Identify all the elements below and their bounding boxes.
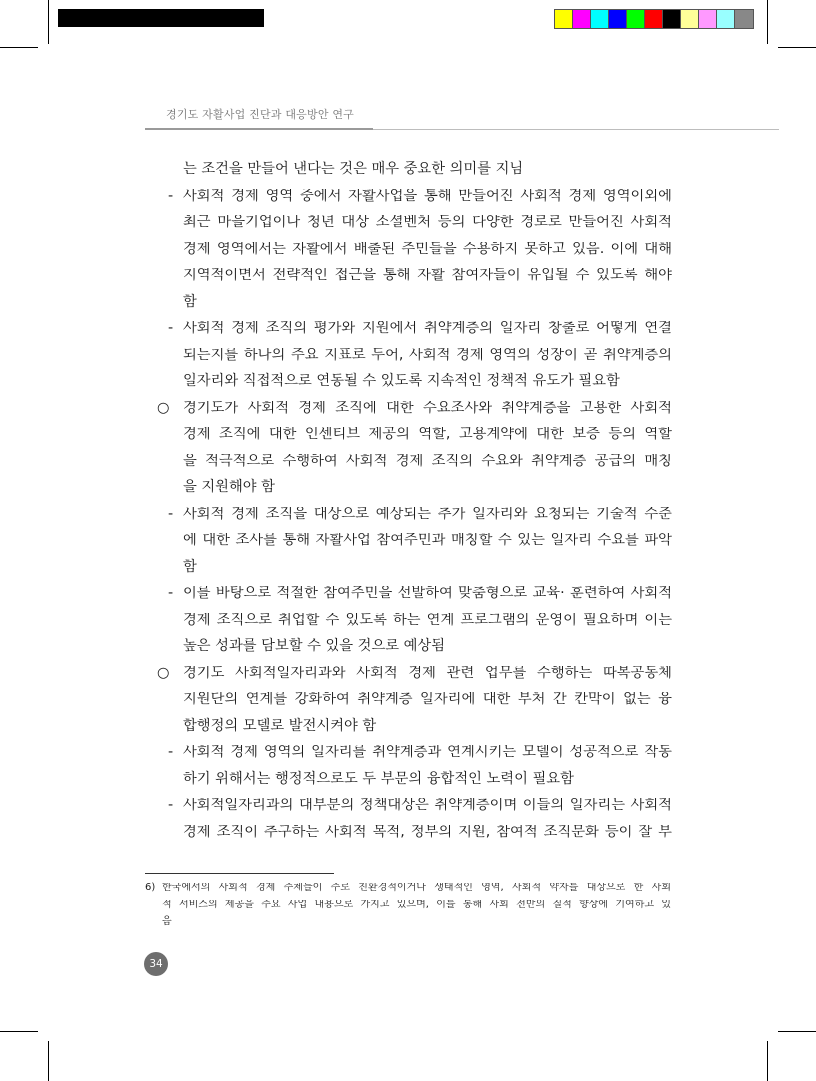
page-number-badge: 34 [144, 952, 168, 976]
crop-mark-bottom-left-horizontal [0, 1031, 38, 1032]
body-line: 되는지를 하나의 주요 지표로 두어, 사회적 경제 영역의 성장이 곧 취약계층의 [183, 347, 672, 363]
body-line: 을 지원해야 함 [183, 479, 275, 495]
bullet-dash-marker: - [168, 320, 174, 336]
body-line: 경제 조직이 추구하는 사회적 목적, 정부의 지원, 참여적 조직문화 등이 잘 부 [183, 824, 672, 840]
bullet-circle-marker: ○ [157, 664, 170, 681]
body-line: 일자리와 직접적으로 연동될 수 있도록 지속적인 정책적 유도가 필요함 [183, 373, 620, 389]
color-swatch [609, 10, 627, 28]
body-line: 경기도가 사회적 경제 조직에 대한 수요조사와 취약계층을 고용한 사회적 [183, 400, 672, 416]
footnote-line: 음 [162, 916, 172, 927]
body-line: 함 [183, 558, 197, 575]
body-line: 함 [183, 293, 197, 310]
footnote-line: 한국에서의 사회적 경제 주체들이 주로 친환경적이거나 생태적인 영역, 사회적 약자를 대상으로 한 사회 [162, 883, 671, 893]
body-line: 경제 영역에서는 자활에서 배출된 주민들을 수용하지 못하고 있음. 이에 대해 [183, 241, 672, 257]
color-swatch [627, 10, 645, 28]
body-line: 경제 조직에 대한 인센티브 제공의 역할, 고용계약에 대한 보증 등의 역할 [183, 427, 672, 442]
body-line: 이를 바탕으로 적절한 참여주민을 선발하여 맞춤형으로 교육· 훈련하여 사회적 [183, 586, 672, 601]
crop-mark-top-left-horizontal [0, 47, 38, 48]
bullet-circle-marker: ○ [157, 399, 170, 416]
body-line: 경제 조직으로 취업할 수 있도록 하는 연계 프로그램의 운영이 필요하며 이는 [183, 612, 672, 628]
bullet-dash-marker: - [168, 187, 174, 204]
running-header-title: 경기도 자활사업 진단과 대응방안 연구 [166, 108, 355, 121]
body-line: 지역적이면서 전략적인 접근을 통해 자활 참여자들이 유입될 수 있도록 해야 [183, 268, 672, 283]
body-line: 을 적극적으로 수행하여 사회적 경제 조직의 수요와 취약계층 공급의 매칭 [183, 453, 672, 469]
color-swatch [699, 10, 717, 28]
body-line: 최근 마을기업이나 청년 대상 소셜벤처 등의 다양한 경로로 만들어진 사회적 [183, 215, 672, 230]
color-swatch [573, 10, 591, 28]
color-swatch [555, 10, 573, 28]
body-line: 사회적 경제 영역의 일자리를 취약계층과 연계시키는 모델이 성공적으로 작동 [183, 745, 672, 760]
color-swatch [681, 10, 699, 28]
bullet-dash-marker: - [168, 797, 174, 813]
print-registration-bar [58, 9, 264, 27]
crop-mark-top-left-vertical [48, 0, 49, 44]
body-line: 합행정의 모델로 발전시켜야 함 [183, 717, 377, 734]
body-line: 하기 위해서는 행정적으로도 두 부문의 융합적인 노력이 필요함 [183, 770, 574, 787]
header-rule-accent [145, 128, 373, 130]
crop-mark-bottom-left-vertical [48, 1041, 49, 1081]
crop-mark-bottom-right-vertical [767, 1041, 768, 1081]
footnote-number: 6) [145, 882, 156, 893]
body-line: 사회적 경제 조직의 평가와 지원에서 취약계층의 일자리 창출로 어떻게 연결 [183, 321, 672, 336]
header-rule [373, 129, 779, 130]
body-line: 는 조건을 만들어 낸다는 것은 매우 중요한 의미를 지님 [183, 161, 524, 177]
body-line: 지원단의 연계를 강화하여 취약계층 일자리에 대한 부처 간 칸막이 없는 융 [183, 692, 672, 707]
color-swatch [645, 10, 663, 28]
crop-mark-bottom-right-horizontal [778, 1031, 816, 1032]
body-line: 에 대한 조사를 통해 자활사업 참여주민과 매칭할 수 있는 일자리 수요를 파악 [183, 533, 672, 548]
body-line: 높은 성과를 담보할 수 있을 것으로 예상됨 [183, 638, 446, 654]
color-calibration-strip [554, 9, 754, 29]
color-swatch [717, 10, 735, 28]
body-line: 경기도 사회적일자리과와 사회적 경제 관련 업무를 수행하는 따복공동체 [183, 665, 672, 681]
crop-mark-top-right-vertical [767, 0, 768, 44]
color-swatch [735, 10, 753, 28]
body-line: 사회적일자리과의 대부분의 정책대상은 취약계층이며 이들의 일자리는 사회적 [183, 798, 672, 813]
bullet-dash-marker: - [168, 744, 174, 760]
color-swatch [591, 10, 609, 28]
footnote-separator [145, 873, 334, 874]
footnote-line: 적 서비스의 제공을 주요 사업 내용으로 가지고 있으며, 이를 통해 사회 전반의 질적 향상에 기여하고 있 [162, 900, 671, 910]
body-line: 사회적 경제 조직을 대상으로 예상되는 추가 일자리와 요청되는 기술적 수준 [183, 506, 672, 522]
color-swatch [663, 10, 681, 28]
body-line: 사회적 경제 영역 중에서 자활사업을 통해 만들어진 사회적 경제 영역이외에 [183, 188, 672, 204]
bullet-dash-marker: - [168, 505, 174, 522]
crop-mark-top-right-horizontal [778, 47, 816, 48]
bullet-dash-marker: - [168, 585, 174, 601]
